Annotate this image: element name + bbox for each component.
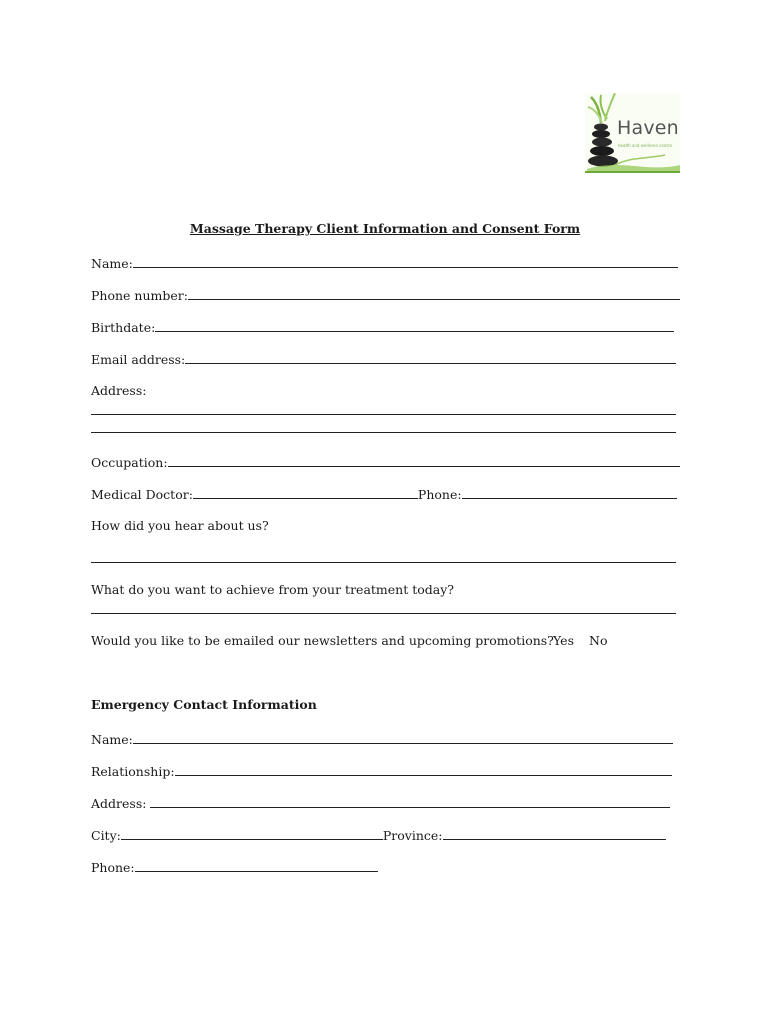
medical-doctor-line[interactable] — [193, 498, 418, 499]
province-label: Province: — [382, 828, 443, 843]
phone-number-field[interactable] — [91, 285, 680, 303]
address-line-2[interactable] — [91, 432, 676, 433]
occupation-field[interactable] — [91, 452, 680, 470]
logo-brand-text: Haven — [617, 117, 679, 139]
city-province-field[interactable] — [91, 825, 666, 843]
email-field[interactable] — [91, 349, 676, 367]
address-label: Address: — [91, 383, 147, 398]
newsletter-yes-option[interactable]: Yes — [553, 633, 574, 648]
city-line[interactable] — [121, 839, 383, 840]
hear-about-line[interactable] — [91, 562, 676, 563]
doctor-phone-line[interactable] — [462, 498, 677, 499]
medical-doctor-label: Medical Doctor: — [91, 487, 193, 502]
phone-number-line[interactable] — [188, 299, 680, 300]
medical-doctor-field[interactable] — [91, 484, 677, 502]
emergency-address-line[interactable] — [150, 807, 670, 808]
emergency-name-field[interactable] — [91, 729, 673, 747]
emergency-phone-line[interactable] — [135, 871, 378, 872]
relationship-label: Relationship: — [91, 764, 175, 779]
doctor-phone-label: Phone: — [417, 487, 462, 502]
birthdate-field[interactable] — [91, 317, 674, 335]
name-field[interactable] — [91, 253, 678, 271]
email-label: Email address: — [91, 352, 186, 367]
emergency-name-line[interactable] — [133, 743, 673, 744]
name-line[interactable] — [133, 267, 678, 268]
emergency-address-label: Address: — [91, 796, 151, 811]
newsletter-no-option[interactable]: No — [589, 633, 608, 648]
emergency-address-field[interactable] — [91, 793, 670, 811]
phone-number-label: Phone number: — [91, 288, 188, 303]
birthdate-label: Birthdate: — [91, 320, 156, 335]
newsletter-label: Would you like to be emailed our newsletters and upcoming promotions? — [91, 633, 554, 648]
email-line[interactable] — [185, 363, 676, 364]
address-line-1[interactable] — [91, 414, 676, 415]
form-title: Massage Therapy Client Information and Consent Form — [189, 221, 581, 236]
relationship-line[interactable] — [175, 775, 672, 776]
emergency-name-label: Name: — [91, 732, 133, 747]
relationship-field[interactable] — [91, 761, 672, 779]
emergency-phone-field[interactable] — [91, 857, 378, 875]
name-label: Name: — [91, 256, 133, 271]
occupation-label: Occupation: — [91, 455, 168, 470]
haven-logo — [585, 93, 680, 173]
city-label: City: — [91, 828, 121, 843]
province-line[interactable] — [443, 839, 667, 840]
emergency-phone-label: Phone: — [91, 860, 135, 875]
achieve-line[interactable] — [91, 613, 676, 614]
logo-tagline: health and wellness centre — [618, 143, 672, 148]
emergency-heading: Emergency Contact Information — [91, 697, 317, 712]
achieve-label: What do you want to achieve from your treatment today? — [91, 582, 454, 597]
hear-about-label: How did you hear about us? — [91, 518, 269, 533]
birthdate-line[interactable] — [155, 331, 674, 332]
occupation-line[interactable] — [168, 466, 680, 467]
logo-underline — [585, 171, 680, 173]
